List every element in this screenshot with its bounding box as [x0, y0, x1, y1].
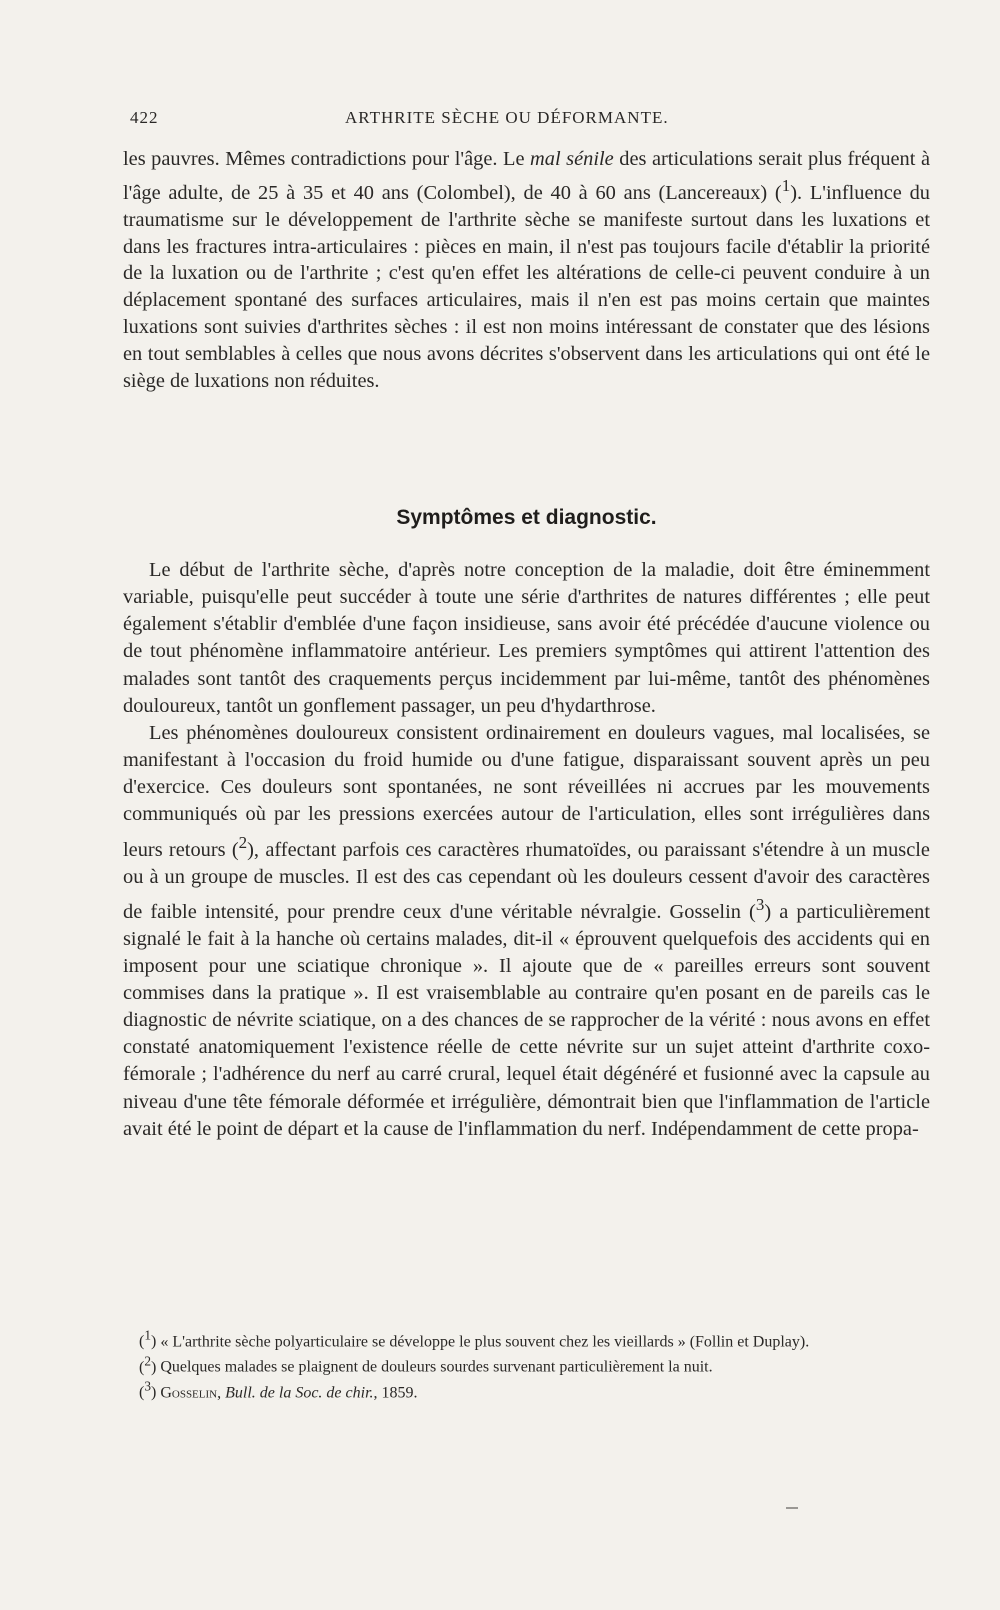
intro-text-3: ). L'influence du traumatisme sur le développement de l'arthrite sèche se manifeste surtout dans les luxations et dans les fractures intra-articulaires : pièces en main, il n'est pas toujours facile d'établir la priorité de la luxation ou de l'arthrite ; c'est qu'en effet les altérations de celle-ci peuvent conduire à un déplacement spontané des surfaces articulaires, mais il n'en est pas moins certain que maintes luxations sont suivies d'arthrites sèches : il est non moins intéressant de constater que des lésions en tout semblables à celles que nous avons décrites s'observent dans les articulations qui ont été le siège de luxations non réduites. [123, 181, 930, 393]
footnote-ref-1: 1 [781, 175, 791, 195]
footnote-3-source: Bull. de la Soc. de chir. [225, 1383, 374, 1401]
stray-mark [786, 1507, 798, 1509]
footnote-1: ($^1$) « L'arthrite sèche polyarticulaire se développe le plus souvent chez les vieillards » (Follin et Duplay). [139, 1328, 810, 1351]
pain-text-1: Les phénomènes douloureux consistent ordinairement en douleurs vagues, mal localisées, se manifestant à l'occasion du froid humide ou d'une fatigue, disparaissant souvent après un peu d'exercice. Ces douleurs sont spontanées, ne sont réveillées ni accrues par les mouvements communiqués où par les pressions exercées autour de l'articulation, elles sont irrégulières dans leurs retours ( [123, 721, 930, 861]
section-heading: Symptômes et diagnostic. [396, 506, 657, 529]
footnote-3: ($^3$) Gosselin, Bull. de la Soc. de chir., 1859. [139, 1378, 418, 1401]
pain-text-3: ) a particulièrement signalé le fait à la hanche où certains malades, dit-il « éprouvent quelquefois des accidents qui en imposent pour une sciatique chronique ». Il ajoute que de « pareilles erreurs sont souvent commises dans la pratique ». Il est vraisemblable au contraire qu'en posant en de pareils cas le diagnostic de névrite sciatique, on a des chances de se rapprocher de la vérité : nous avons en effet constaté anatomiquement l'existence réelle de cette névrite sur un sujet atteint d'arthrite coxo-fémorale ; l'adhérence du nerf au carré crural, lequel était dégénéré et fusionné avec la capsule au niveau d'une tête fémorale déformée et irrégulière, démontrait bien que l'inflammation de l'article avait été le point de départ et la cause de l'inflammation du nerf. Indépendamment de cette propa- [123, 900, 930, 1140]
intro-text-2: des articulations serait plus fréquent à l'âge adulte, de 25 à 35 et 40 ans (Colombel), de 40 à 60 ans (Lancereaux) ( [123, 148, 931, 204]
section-body [123, 557, 930, 1143]
footnote-2-text: Quelques malades se plaignent de douleurs sourdes survenant particulièrement la nuit. [160, 1358, 713, 1376]
page-number: 422 [130, 108, 159, 127]
footnote-2: ($^2$) Quelques malades se plaignent de douleurs sourdes survenant particulièrement la nuit. [139, 1353, 713, 1376]
intro-text-1: les pauvres. Mêmes contradictions pour l'âge. Le [123, 148, 531, 170]
footnote-ref-2: 2 [238, 832, 248, 852]
running-header [130, 108, 930, 138]
paragraph-onset: Le début de l'arthrite sèche, d'après notre conception de la maladie, doit être éminemment variable, puisqu'elle peut succéder à toute une série d'arthrites de natures différentes ; elle peut également s'établir d'emblée d'une façon insidieuse, sans avoir été précédée d'aucune violence ou de tout phénomène inflammatoire antérieur. Les premiers symptômes qui attirent l'attention des malades sont tantôt des craquements perçus incidemment par lui-même, tantôt des phénomènes douloureux, tantôt un gonflement passager, un peu d'hydarthrose. [123, 559, 930, 717]
footnote-1-text: « L'arthrite sèche polyarticulaire se développe le plus souvent chez les vieillards » (Follin et Duplay). [160, 1333, 810, 1351]
footnote-ref-3: 3 [755, 894, 765, 914]
running-title: ARTHRITE SÈCHE OU DÉFORMANTE. [345, 108, 669, 127]
mal-senile-term: mal sénile [530, 148, 614, 170]
footnotes [123, 1326, 930, 1402]
paragraph-pain [123, 720, 930, 1143]
footnote-3-year: , 1859. [373, 1383, 418, 1401]
intro-paragraph [123, 146, 930, 395]
pain-text-2: ), affectant parfois ces caractères rhumatoïdes, ou paraissant s'étendre à un muscle ou à un groupe de muscles. Il est des cas cependant où les douleurs cessent d'avoir des caractères de faible intensité, pour prendre ceux d'une véritable névralgie. Gosselin ( [123, 838, 930, 923]
footnote-3-author: Gosselin [160, 1383, 218, 1401]
